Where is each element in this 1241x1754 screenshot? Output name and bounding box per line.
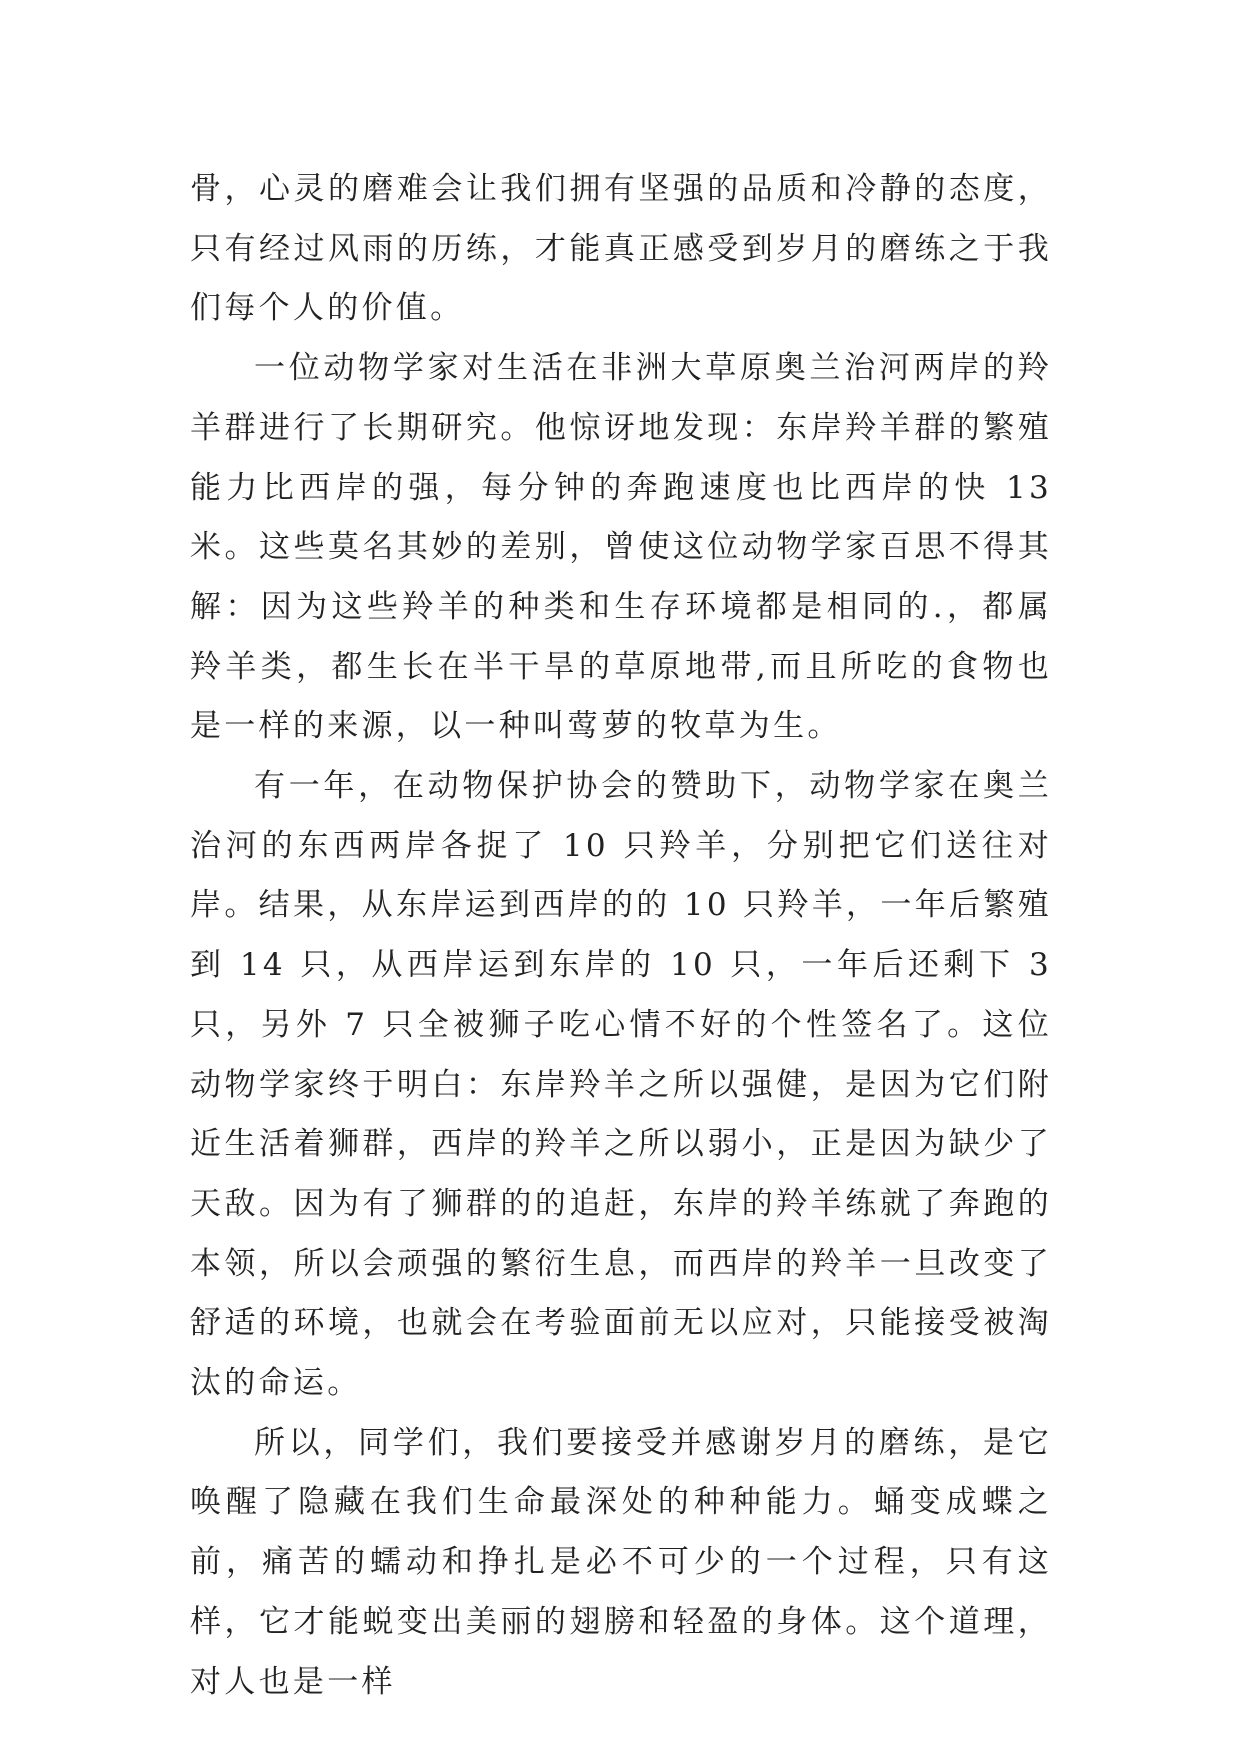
paragraph-antelope-study: 一位动物学家对生活在非洲大草原奥兰治河两岸的羚羊群进行了长期研究。他惊讶地发现：东岸羚羊群的繁殖能力比西岸的强，每分钟的奔跑速度也比西岸的快 13 米。这些莫名其妙的差别，曾使这位动物学家百思不得其解：因为这些羚羊的种类和生存环境都是相同的.，都属羚羊类，都生长在半干旱的草原地带,而且所吃的食物也是一样的来源，以一种叫莺萝的牧草为生。 [190, 350, 1052, 745]
paragraph-continuation: 骨，心灵的磨难会让我们拥有坚强的品质和冷静的态度，只有经过风雨的历练，才能真正感受到岁月的磨练之于我们每个人的价值。 [190, 171, 1052, 327]
paragraph-experiment: 有一年，在动物保护协会的赞助下，动物学家在奥兰治河的东西两岸各捉了 10 只羚羊，分别把它们送往对岸。结果，从东岸运到西岸的的 10 只羚羊，一年后繁殖到 14 只，从西岸运到东岸的 10 只，一年后还剩下 3 只，另外 7 只全被狮子吃心情不好的个性签名了。这位动物学家终于明白：东岸羚羊之所以强健，是因为它们附近生活着狮群，西岸的羚羊之所以弱小，正是因为缺少了天敌。因为有了狮群的的追赶，东岸的羚羊练就了奔跑的本领，所以会顽强的繁衍生息，而西岸的羚羊一旦改变了舒适的环境，也就会在考验面前无以应对，只能接受被淘汰的命运。 [190, 768, 1052, 1402]
paragraph-conclusion: 所以，同学们，我们要接受并感谢岁月的磨练，是它唤醒了隐藏在我们生命最深处的种种能力。蛹变成蝶之前，痛苦的蠕动和挣扎是必不可少的一个过程，只有这样，它才能蜕变出美丽的翅膀和轻盈的身体。这个道理，对人也是一样 [190, 1424, 1052, 1700]
document-page [190, 160, 1052, 1712]
